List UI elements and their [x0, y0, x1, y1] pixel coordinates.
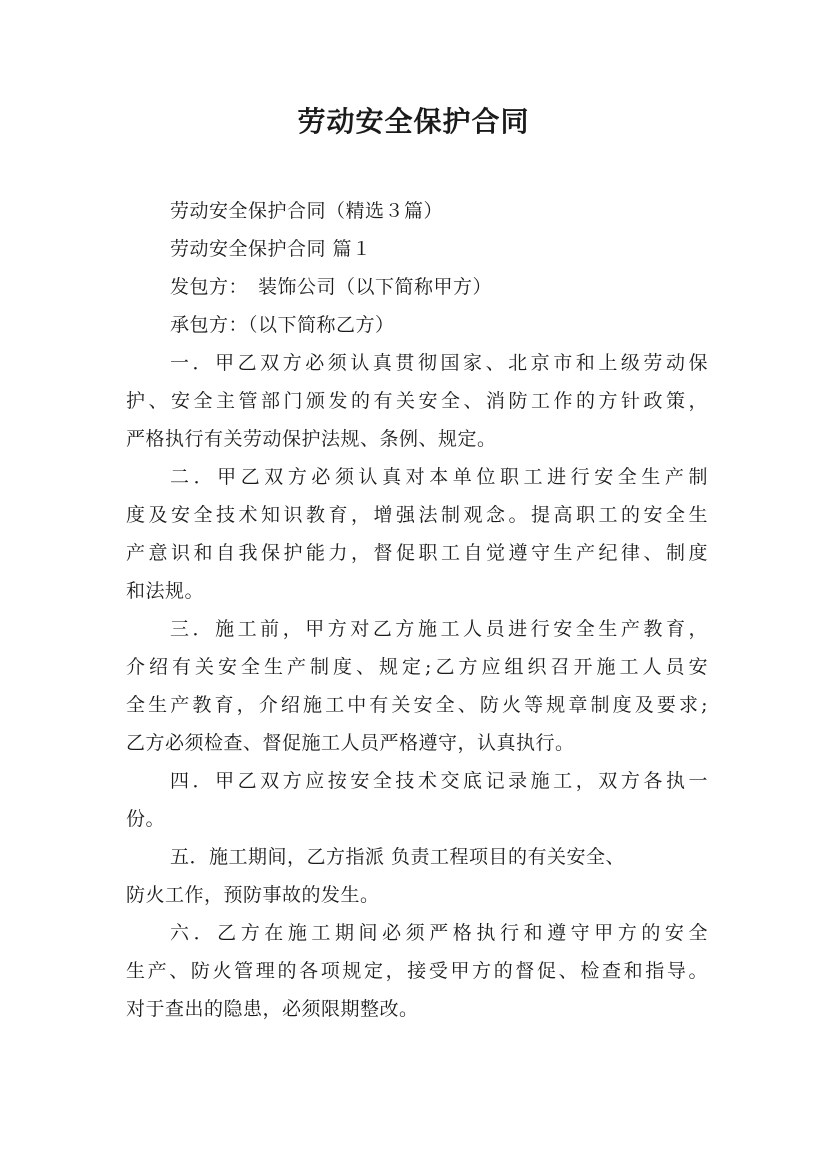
clause-line: 对于查出的隐患，必须限期整改。 [126, 998, 419, 1020]
clause-4 [126, 762, 708, 838]
party-b-line: 承包方：（以下简称乙方） [170, 314, 395, 336]
document-title: 劳动安全保护合同 [297, 105, 530, 138]
clause-line: 全生产教育，介绍施工中有关安全、防火等规章制度及要求; [126, 694, 708, 716]
clause-line: 产意识和自我保护能力，督促职工自觉遵守生产纪律、制度 [126, 542, 708, 564]
clause-line: 严格执行有关劳动保护法规、条例、规定。 [126, 428, 497, 450]
clause-3 [126, 610, 708, 762]
clause-line: 度及安全技术知识教育，增强法制观念。提高职工的安全生 [126, 504, 708, 526]
subtitle-line: 劳动安全保护合同（精选３篇） [170, 200, 444, 222]
clause-line: 三．施工前，甲方对乙方施工人员进行安全生产教育， [170, 618, 708, 640]
clause-line: 六．乙方在施工期间必须严格执行和遵守甲方的安全 [170, 922, 708, 944]
clause-1 [126, 344, 708, 458]
clause-line: 份。 [126, 808, 166, 830]
document-body [126, 192, 708, 1028]
clause-line: 介绍有关安全生产制度、规定;乙方应组织召开施工人员安 [126, 656, 708, 678]
clause-line: 二．甲乙双方必须认真对本单位职工进行安全生产制 [170, 466, 708, 488]
clause-line: 五．施工期间，乙方指派 负责工程项目的有关安全、 [170, 846, 626, 868]
clause-line: 和法规。 [126, 580, 205, 602]
clause-line: 一．甲乙双方必须认真贯彻国家、北京市和上级劳动保 [170, 352, 708, 374]
clause-line: 四．甲乙双方应按安全技术交底记录施工，双方各执一 [170, 770, 708, 792]
clause-line: 护、安全主管部门颁发的有关安全、消防工作的方针政策， [126, 390, 708, 412]
clause-line: 防火工作，预防事故的发生。 [126, 884, 380, 906]
section-heading: 劳动安全保护合同 篇１ [170, 238, 372, 260]
party-a-line: 发包方： 装饰公司（以下简称甲方） [170, 276, 493, 298]
clause-5 [126, 838, 708, 914]
clause-line: 生产、防火管理的各项规定，接受甲方的督促、检查和指导。 [126, 960, 708, 982]
clause-line: 乙方必须检查、督促施工人员严格遵守，认真执行。 [126, 732, 575, 754]
clause-2 [126, 458, 708, 610]
clause-6 [126, 914, 708, 1028]
